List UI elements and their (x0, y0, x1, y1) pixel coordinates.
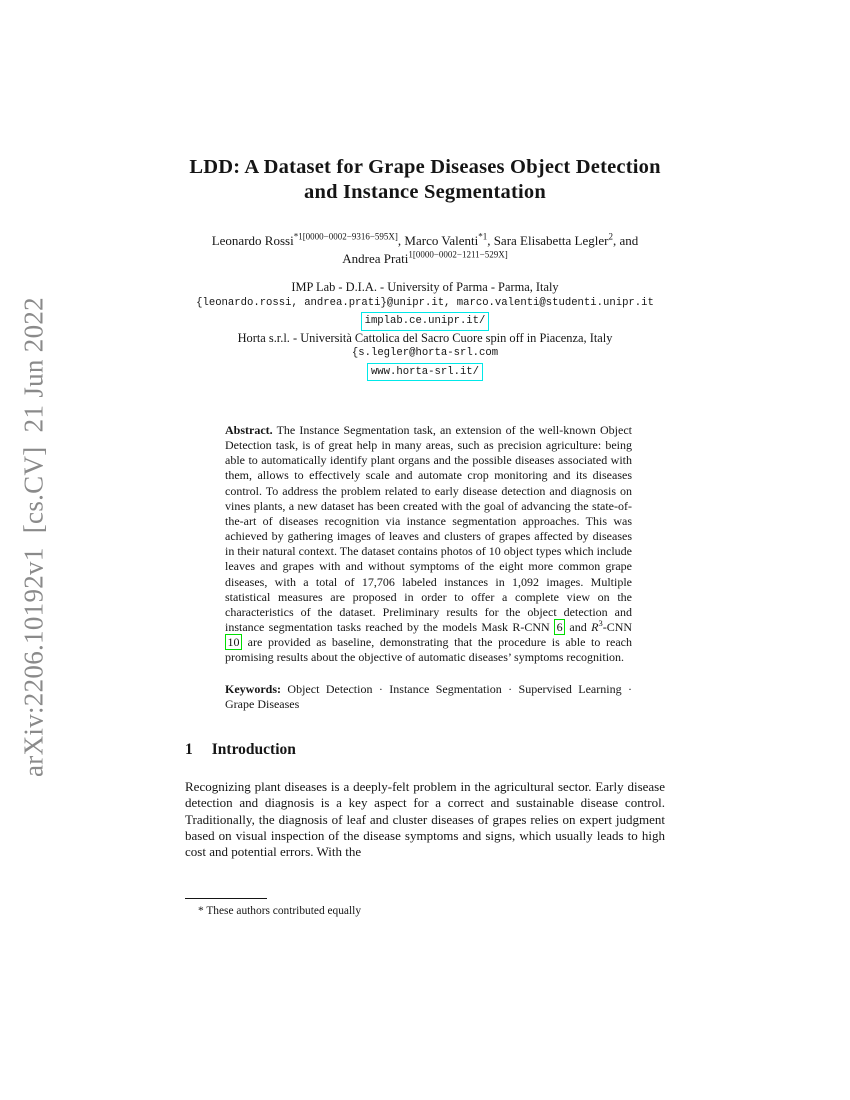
author-2-name: , Marco Valenti (397, 233, 479, 248)
affiliation-institute-2: Horta s.r.l. - Università Cattolica del Sacro Cuore spin off in Piacenza, Italy (237, 330, 613, 345)
author-3 (487, 233, 613, 248)
implab-url-link[interactable]: implab.ce.unipr.it/ (361, 312, 490, 331)
author-4-name: , and Andrea Prati (342, 233, 639, 266)
r3cnn-suffix: -CNN (602, 620, 633, 635)
footnote-rule (185, 898, 267, 899)
affiliations (185, 280, 665, 381)
footnote-text: * These authors contributed equally (198, 905, 362, 917)
section-1-title: Introduction (211, 740, 296, 758)
abstract-label: Abstract. (225, 423, 273, 437)
author-1 (212, 233, 398, 248)
affiliation-emails-1: {leonardo.rossi, andrea.prati}@unipr.it, marco.valenti@studenti.unipr.it (196, 296, 654, 309)
keywords-text: Object Detection · Instance Segmentation · Supervised Learning · Grape Diseases (225, 681, 632, 711)
affiliation-emails-2: {s.legler@horta-srl.com (351, 347, 499, 359)
paper-content (185, 0, 665, 917)
keywords-label: Keywords: (225, 681, 281, 696)
r3cnn-exponent: 3 (598, 618, 603, 629)
abstract-paragraph (225, 423, 632, 666)
author-2-sup: *1 (478, 231, 488, 242)
author-1-name: Leonardo Rossi (211, 233, 294, 248)
abstract-text-2: are provided as baseline, demonstrating that the procedure is able to reach promising results about the objective of automatic diseases’ symptoms recognition. (225, 635, 632, 665)
citation-ref-10[interactable]: 10 (225, 634, 242, 650)
author-4-orcid-sup: 1[0000−0002−1211−529X] (408, 249, 508, 260)
author-3-name: , Sara Elisabetta Legler (487, 233, 609, 248)
author-1-orcid-sup: *1[0000−0002−9316−595X] (293, 231, 398, 242)
keywords-line (225, 682, 632, 712)
abstract-text-1: The Instance Segmentation task, an extension of the well-known Object Detection task, is of great help in many areas, such as precision agriculture: being able to automatically identify plant organs and the possible diseases associated with them, allows to effectively scale and automate crop monitoring and its diseases control. To address the problem related to early disease detection and diagnosis on vines plants, a new dataset has been created with the goal of advancing the state-of-the-art of diseases recognition via instance segmentation approaches. This was achieved by gathering images of leaves and clusters of grapes affected by diseases in their natural context. The dataset contains photos of 10 object types which include leaves and grapes with and without symptoms of the eight more common grape diseases, with a total of 17,706 labeled instances in 1,092 images. Multiple statistical measures are proposed in order to offer a complete view on the characteristics of the dataset. Preliminary results for the object detection and instance segmentation tasks reached by the models Mask R-CNN (225, 423, 633, 635)
footnote (185, 898, 665, 918)
affiliation-institute-1: IMP Lab - D.I.A. - University of Parma - Parma, Italy (291, 280, 559, 294)
abstract-text-mid: and (569, 620, 587, 635)
paper-title: LDD: A Dataset for Grape Diseases Object Detection and Instance Segmentation (189, 156, 661, 203)
r3cnn-model-name: R (591, 620, 599, 635)
section-1-heading (185, 740, 665, 759)
arxiv-watermark: arXiv:2206.10192v1 [cs.CV] 21 Jun 2022 (18, 297, 49, 777)
introduction-paragraph: Recognizing plant diseases is a deeply-felt problem in the agricultural sector. Early disease detection and diagnosis is a key aspect for a correct and sustainable disease control. Traditionally, the diagnosis of leaf and cluster diseases of grapes relies on expert judgment based on visual inspection of the disease symptoms and signs, which usually leads to high cost and potential errors. With the (185, 778, 665, 860)
author-3-sup: 2 (608, 231, 613, 242)
author-list (199, 232, 651, 268)
abstract-block (225, 423, 632, 712)
horta-url-link[interactable]: www.horta-srl.it/ (367, 363, 483, 382)
author-2 (398, 233, 487, 248)
citation-ref-6[interactable]: 6 (554, 619, 565, 635)
section-1-number: 1 (185, 740, 193, 758)
